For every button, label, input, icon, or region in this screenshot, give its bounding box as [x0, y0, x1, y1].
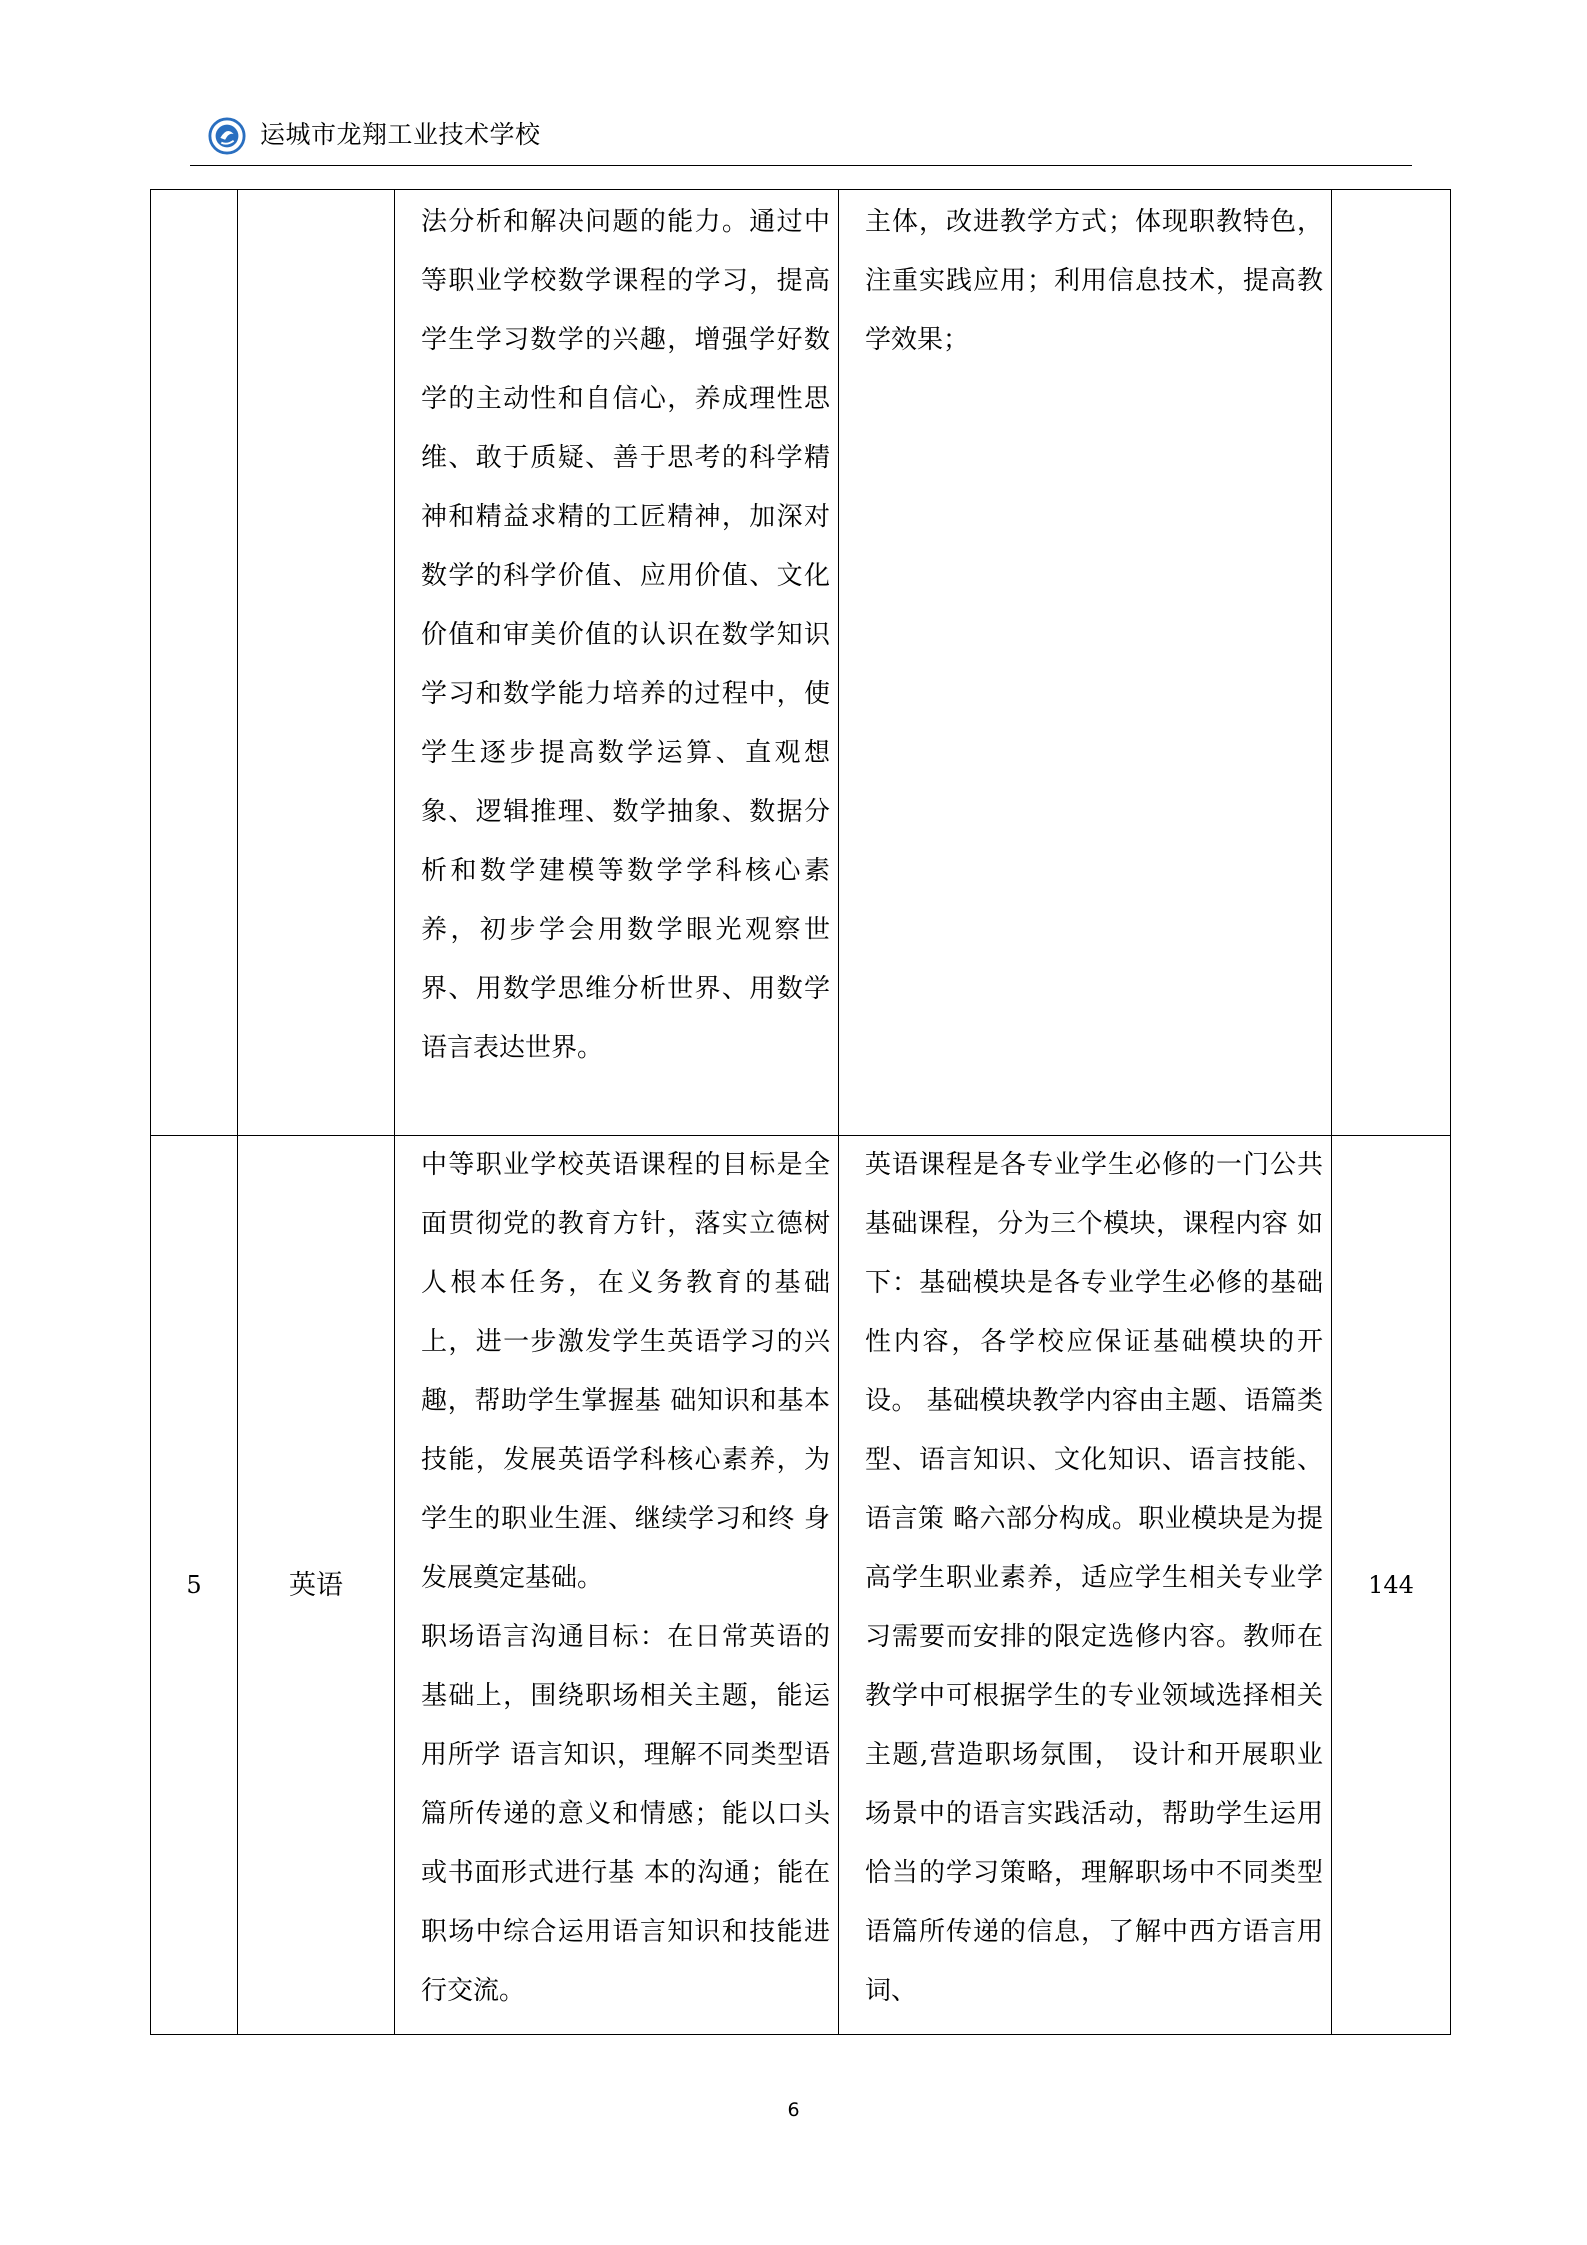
course-table [150, 189, 1451, 2035]
course-name-cell [238, 190, 395, 1136]
objectives-paragraph: 法分析和解决问题的能力。通过中等职业学校数学课程的学习，提高学生学习数学的兴趣，增强学好数学的主动性和自信心，养成理性思维、敢于质疑、善于思考的科学精神和精益求精的工匠精神，加深对数学的科学价值、应用价值、文化价值和审美价值的认识在数学知识学习和数学能力培养的过程中，使学生逐步提高数学运算、直观想象、逻辑推理、数学抽象、数据分析和数学建模等数学学科核心素养，初步学会用数学眼光观察世界、用数学思维分析世界、用数学语言表达世界。 [421, 207, 830, 1063]
objectives-paragraph: 中等职业学校英语课程的目标是全面贯彻党的教育方针，落实立德树人根本任务，在义务教育的基础上，进一步激发学生英语学习的兴趣，帮助学生掌握基 础知识和基本技能，发展英语学科核心素养，为学生的职业生涯、继续学习和终 身发展奠定基础。 [421, 1150, 830, 1593]
page-number: 6 [787, 2099, 800, 2121]
course-hours-cell: 144 [1332, 1136, 1451, 2035]
course-name-cell: 英语 [238, 1136, 395, 2035]
content-paragraph: 主体，改进教学方式；体现职教特色，注重实践应用；利用信息技术，提高教学效果； [865, 207, 1323, 355]
course-number-cell: 5 [151, 1136, 238, 2035]
course-objectives-cell [395, 1136, 839, 2035]
course-objectives-cell [395, 190, 839, 1136]
course-hours-cell [1332, 190, 1451, 1136]
objectives-paragraph: 职场语言沟通目标：在日常英语的基础上，围绕职场相关主题，能运用所学 语言知识，理解不同类型语篇所传递的意义和情感；能以口头或书面形式进行基 本的沟通；能在职场中综合运用语言知识和技能进行交流。 [421, 1622, 830, 2006]
page-header [190, 107, 1412, 166]
course-content-cell [839, 190, 1332, 1136]
school-logo-icon [208, 117, 246, 155]
school-name: 运城市龙翔工业技术学校 [260, 120, 541, 149]
course-content-cell [839, 1136, 1332, 2035]
table-row [151, 1136, 1451, 2035]
course-number-cell [151, 190, 238, 1136]
table-row [151, 190, 1451, 1136]
content-paragraph: 英语课程是各专业学生必修的一门公共基础课程，分为三个模块，课程内容 如下：基础模块是各专业学生必修的基础性内容，各学校应保证基础模块的开设。 基础模块教学内容由主题、语篇类型、语言知识、文化知识、语言技能、语言策 略六部分构成。职业模块是为提高学生职业素养，适应学生相关专业学习需要而安排的限定选修内容。教师在教学中可根据学生的专业领域选择相关主题,营造职场氛围， 设计和开展职业场景中的语言实践活动，帮助学生运用恰当的学习策略，理解职场中不同类型语篇所传递的信息，了解中西方语言用词、 [865, 1150, 1323, 2006]
